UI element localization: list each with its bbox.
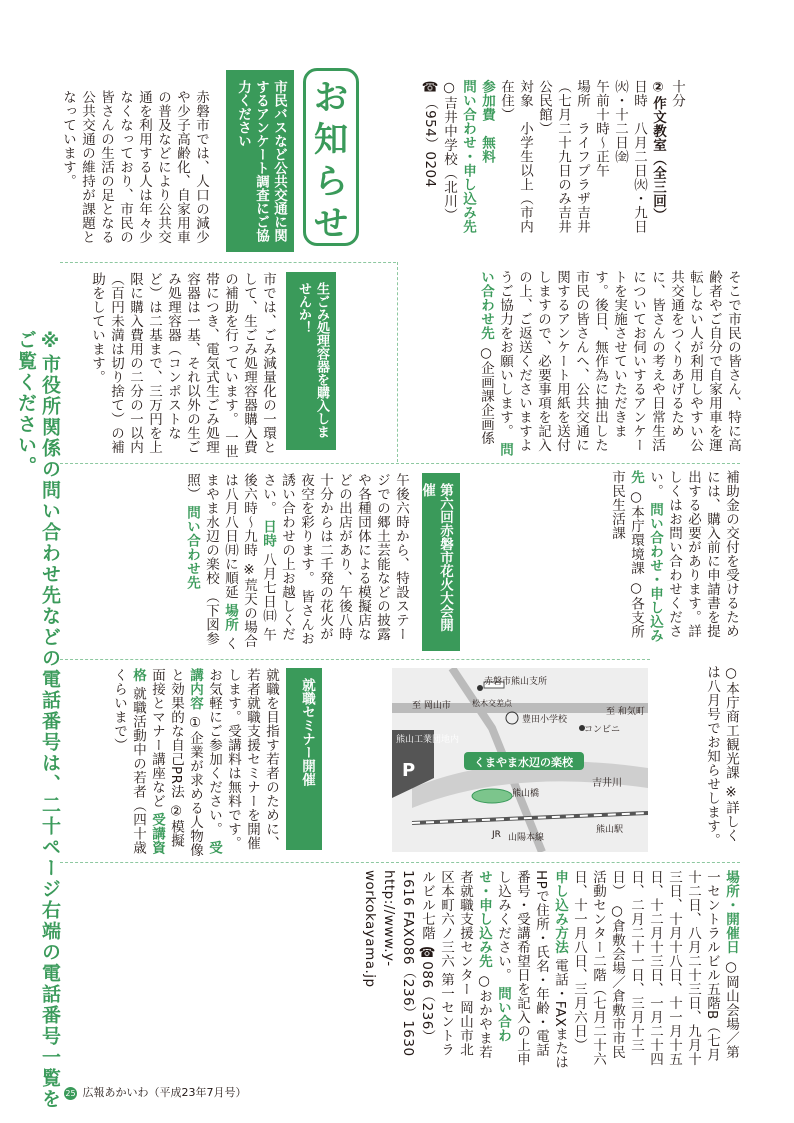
seminar-contact-label: 問い合わせ・申し込み先: [476, 870, 511, 1043]
fw-more: ※詳しくは八月号でお知らせします。: [704, 665, 739, 847]
fw-place: くまやま水辺の楽校: [203, 473, 238, 651]
fw-date-label: 日時: [260, 519, 276, 548]
line: 日時 八月二日㈫・九日: [631, 79, 647, 234]
fw-time: 午後六時～九時: [241, 473, 276, 642]
divider: [60, 659, 650, 660]
garbage-body3: 補助金の交付を受けるためには、購入前に申請書を提出する必要があります。詳しくはお問い合わせください。: [647, 470, 739, 638]
line: 対象 小学生以上（市内: [517, 79, 533, 234]
seminar-contact: ○おかやま若者就職支援センター: [457, 870, 492, 1060]
map-label: 至 和気町: [606, 707, 645, 717]
fireworks-title: 第六回赤磐市花火大会開催: [422, 473, 460, 651]
fw-contact: ○本庁商工観光課: [723, 665, 739, 780]
heading-char: せ: [314, 204, 348, 244]
bus-contact: ○企画課企画係: [478, 344, 494, 446]
bus-survey-body-cont: [412, 270, 742, 460]
bus-body2: そこで市民の皆さん、特に高齢者やご自分で自家用車を運転しない人が利用しやすい公共交通をつくりあげるために、皆さんの考えや日常生活についてお伺いするアンケートを実施させていただきます。後日、無作為に抽出した市民の皆さんへ、公共交通に関するアンケート用紙を送付しますので、必要事項を記入の上、ご返送くださいますようご協力をお願いします。: [497, 270, 741, 452]
map-label: 吉井川: [592, 778, 622, 789]
seminar-c2: ②模擬面接とマナー講座など: [149, 668, 184, 848]
parking-icon: P: [402, 760, 416, 781]
garbage-contact-label: 問い合わせ・申し込み先: [628, 470, 663, 643]
seminar-tel: ☎086（236）1616: [400, 870, 435, 1044]
line: ②作文教室（全三回）: [650, 79, 666, 223]
seminar-addr: 岡山市北区本町六ノ三六: [438, 870, 473, 1057]
notice-heading-box: [303, 68, 359, 246]
line: （七月二十九日のみ吉井: [555, 79, 571, 234]
map-label: コンビニ: [584, 725, 621, 735]
garbage-contact: ○本庁環境課: [628, 488, 644, 576]
seminar-apply-label: 申し込み方法: [552, 870, 568, 954]
page-footer: [64, 1084, 247, 1100]
publication-name: 広報あかいわ（平成23年7月号）: [82, 1086, 247, 1099]
map-label: 至 岡山市: [412, 701, 451, 711]
fw-rain: ※荒天の場合は八月八日㈪に順延: [222, 473, 257, 649]
line: 参加費 無料: [479, 79, 495, 164]
heading-char: 知: [314, 120, 348, 160]
bus-survey-body: 赤磐市では、人口の減少や少子高齢化、自家用車の普及などにより公共交通を利用する人は年々少なくなっており、市民の皆さんの生活の足となる公共交通の維持が課題となっています。: [60, 90, 209, 244]
map-venue-label: くまやま水辺の楽校: [474, 756, 573, 769]
divider: [60, 262, 396, 263]
fireworks-body: [60, 473, 410, 653]
seminar-c1: ①企業が求める人物像と効果的な自己PR法: [168, 668, 203, 858]
seminar-details: [190, 870, 740, 1070]
map-label: 豊田小学校: [522, 715, 568, 725]
fw-date: 八月七日㈰: [260, 552, 276, 623]
line: ○吉井中学校（北川）: [441, 79, 457, 223]
seminar-p1: ○岡山会場／第一セントラルビル五階B（七月十二日、八月二十三日、九月十三日、十月十八日、十一月十五日、十二月十三日、一月二十四日、二月二十一日、三月十三日）: [609, 870, 739, 1066]
heading-char: お: [314, 78, 348, 118]
fireworks-contact: [660, 665, 740, 855]
garbage-body1: 市では、ごみ減量化の一環として、生ごみ処理容器購入費の補助を行っています。: [222, 272, 276, 454]
seminar-title: 就職セミナー開催: [286, 668, 322, 850]
garbage-body2: 一世帯につき、電気式生ごみ処理容器は一基、それ以外の生ごみ処理容器（コンポストなど）は二基まで、三万円を上限に購入費用の二分の一以内（百円未満は切り捨て）の補助をしています。: [89, 272, 238, 459]
bus-contact-label: 問い合わせ先: [478, 270, 513, 457]
line: ㈫・十二日㈮: [612, 79, 628, 164]
divider: [60, 862, 740, 863]
divider: [60, 463, 740, 464]
divider: [397, 262, 398, 462]
phone-reference-note: ※市役所関係の問い合わせ先などの電話番号は、二十ページ右端の電話番号一覧をご覧ください。: [15, 330, 61, 1110]
map-label: 熊山橋: [512, 789, 540, 799]
line: 場所 ライフプラザ吉井: [574, 79, 590, 234]
fw-contact-label: 問い合わせ先: [184, 505, 200, 590]
garbage-contact: ○各支所市民生活課: [609, 470, 644, 639]
seminar-place-label: 場所・開催日: [723, 870, 739, 954]
line: 問い合わせ・申し込み先: [460, 79, 476, 234]
fw-place-note: （下図参照）: [184, 473, 219, 646]
line: 在住）: [498, 79, 514, 122]
seminar-qual: 就職活動中の若者（四十歳くらいまで）: [111, 668, 146, 855]
venue-map: [392, 668, 648, 852]
seminar-url[interactable]: http://www.y-workokayama.jp: [362, 870, 397, 988]
fw-body2: 皆さんお誘い合わせの上お越しください。: [260, 473, 314, 646]
map-label: 熊山駅: [596, 825, 624, 835]
seminar-content-label: 受講内容: [187, 668, 222, 855]
map-label: JR: [492, 830, 501, 840]
seminar-qual-label: 受講資格: [130, 668, 165, 855]
line: 午前十時～正午: [593, 79, 609, 178]
page-number: 25: [65, 1089, 76, 1098]
bus-survey-title: 市民バスなど公共交通に関するアンケート調査にご協力ください: [226, 70, 294, 252]
seminar-body: [60, 668, 280, 858]
map-label: 松木交差点: [472, 699, 512, 708]
line: 公民館）: [536, 79, 552, 136]
seminar-apply: 電話・FAXまたはHPで住所・氏名・年齢・電話番号・受講希望日を記入の上申し込みください。: [495, 870, 568, 1070]
seminar-addr: 第一セントラルビル七階: [419, 870, 454, 1057]
line: ☎（954）0204: [422, 79, 438, 188]
seminar-body1: 就職を目指す若者のために、若者就職支援セミナーを開催します。受講料は無料です。お気軽にご参加ください。: [206, 668, 279, 850]
seminar-fax: FAX086（236）1630: [400, 911, 416, 1057]
map-label: 赤磐市熊山支所: [484, 677, 548, 687]
line: 十分: [669, 79, 685, 108]
garbage-title: 生ごみ処理容器を購入しませんか！: [286, 272, 336, 450]
fw-body: 午後六時から、特設ステージでの郷土芸能などの披露や各種団体による模擬店などの出店があり、午後八時十分からは二千発の花火が夜空を彩ります。: [298, 473, 409, 641]
garbage-body: [62, 272, 277, 460]
fw-place-label: 場所: [222, 603, 238, 632]
garbage-body-cont: [500, 470, 740, 650]
map-label: 山陽本線: [508, 833, 545, 843]
map-label: 熊山工業団地内: [396, 735, 460, 745]
heading-char: ら: [314, 162, 348, 202]
seminar-p2: ○倉敷会場／倉敷市市民活動センター二階（七月二十六日、十一月八日、三月六日）: [571, 870, 625, 1066]
